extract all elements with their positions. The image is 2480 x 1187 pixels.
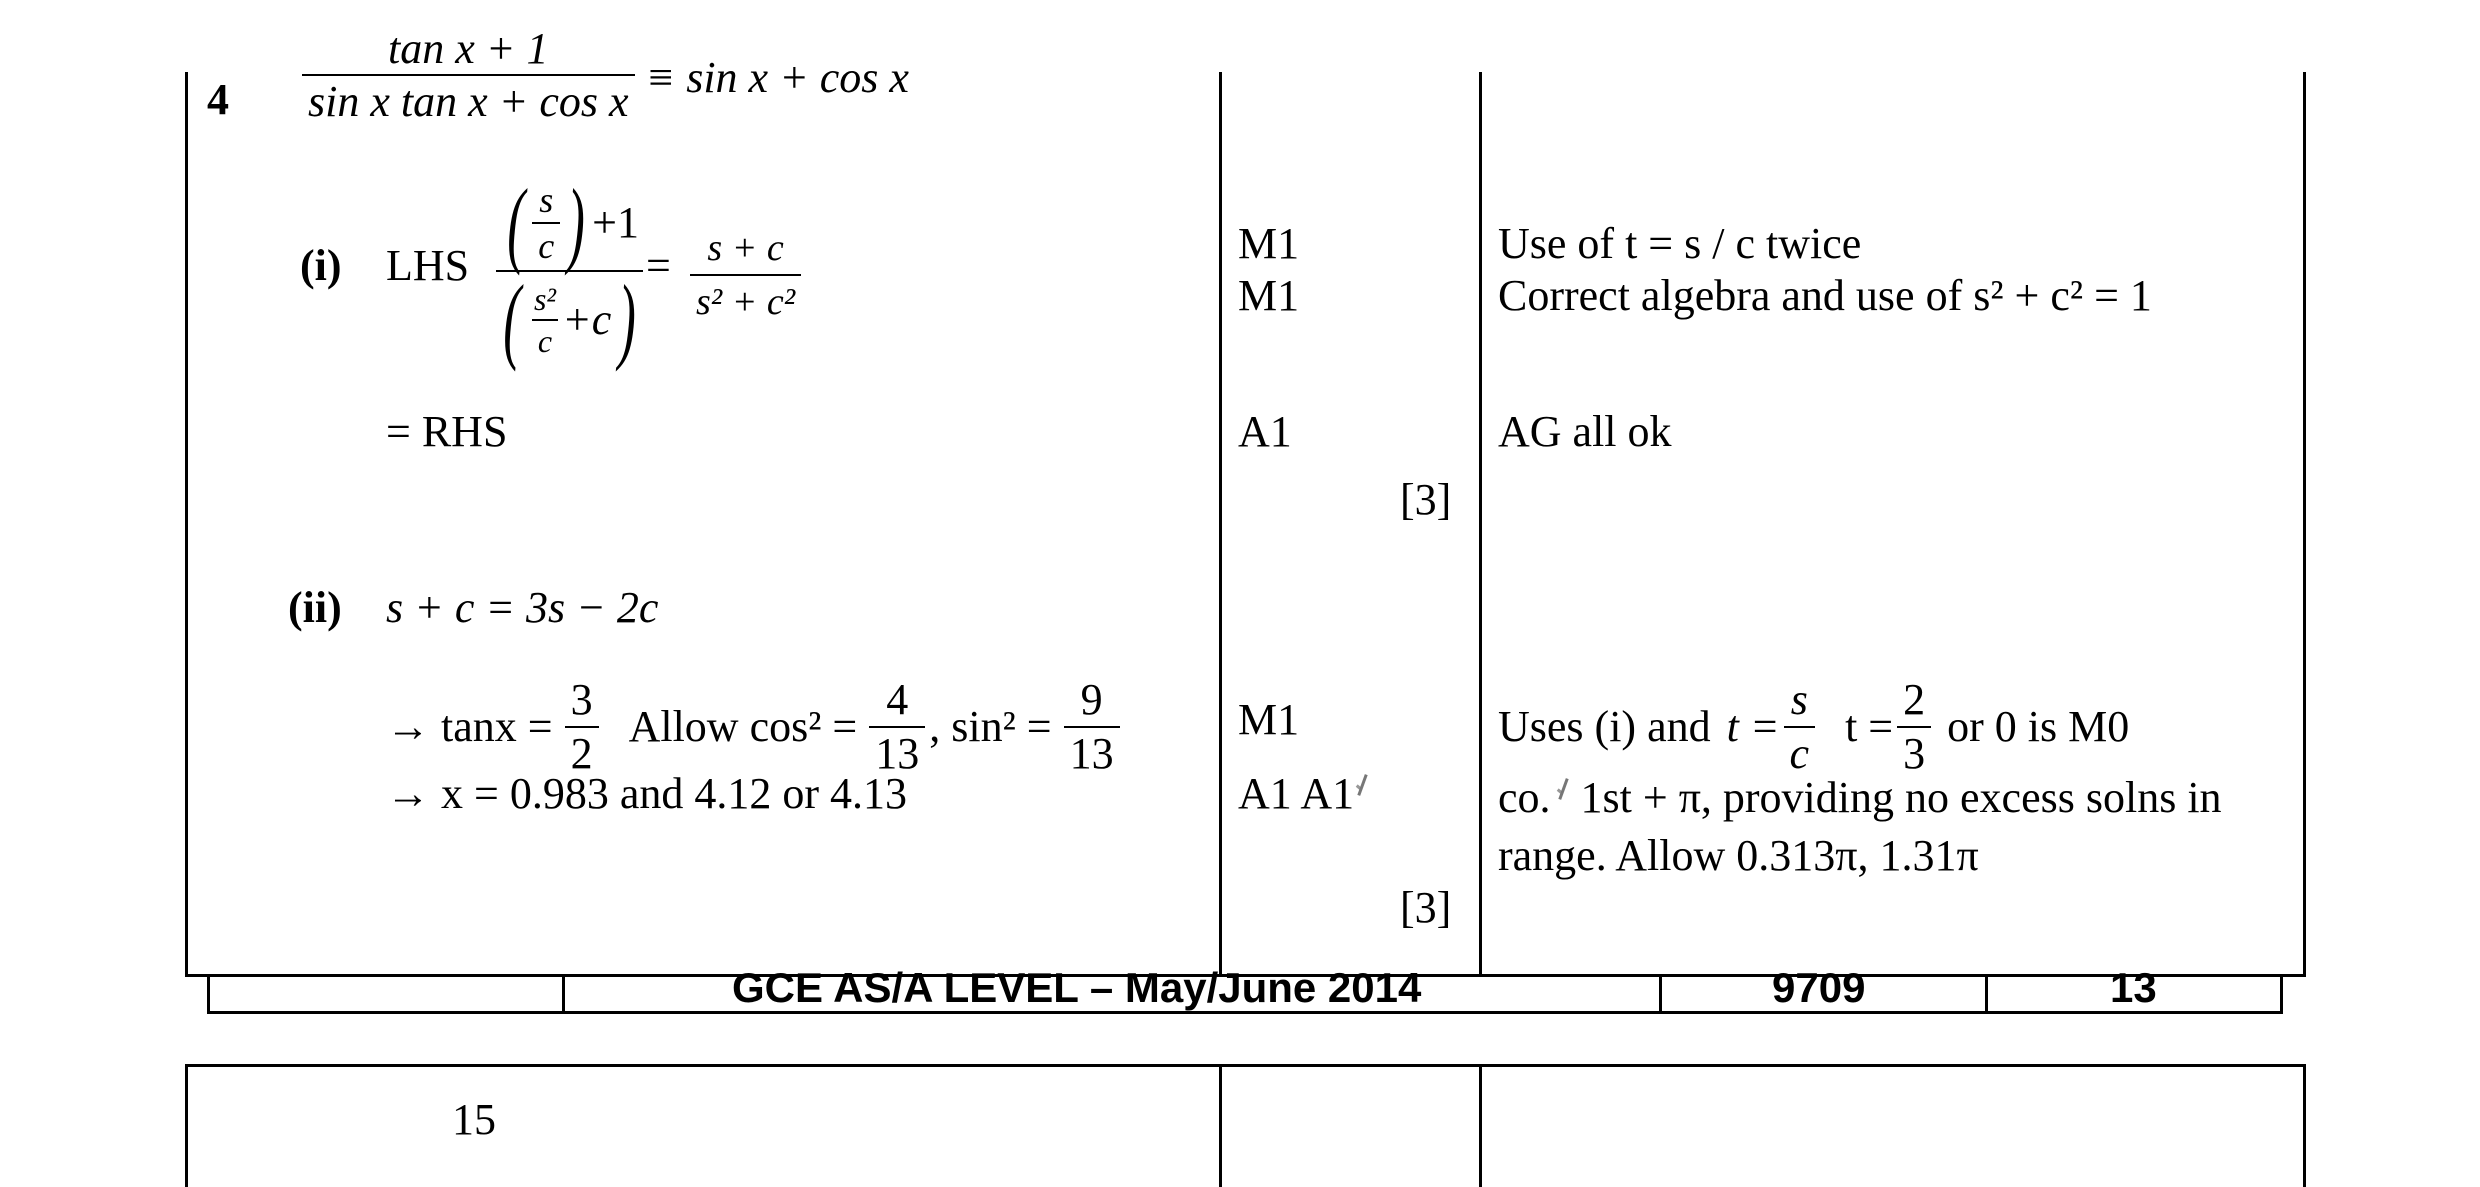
s-numerator: s	[539, 180, 554, 221]
next-table-left-border	[185, 1064, 188, 1187]
note-t2-equals: t =	[1845, 702, 1894, 751]
s2-numerator: s²	[533, 280, 557, 317]
note-two: 2	[1903, 675, 1926, 724]
result-numerator: s + c	[707, 227, 784, 269]
mark-m1-c: M1	[1238, 695, 1300, 744]
identity-numerator: tan x + 1	[388, 24, 549, 73]
note-c: c	[1784, 726, 1816, 776]
note-three: 3	[1897, 726, 1931, 776]
lhs-equals: =	[646, 241, 671, 290]
follow-through-tick-icon-2	[1555, 776, 1577, 804]
allow-cos-text: Allow cos² =	[628, 702, 858, 751]
header-strip-left	[207, 974, 210, 1014]
note-s-over-c	[1784, 675, 1816, 778]
header-strip-right	[2280, 974, 2283, 1014]
lhs-num-paren: ( $\frac{s}{c}$ )	[507, 169, 585, 276]
next-table-right-border	[2303, 1064, 2306, 1187]
note-two-thirds	[1897, 675, 1931, 778]
header-strip-div-1	[562, 974, 565, 1014]
cos-fraction	[869, 675, 925, 778]
syllabus-code: 9709	[1772, 964, 1866, 1011]
s2-over-c-fraction	[528, 280, 562, 359]
follow-through-tick-icon	[1354, 772, 1376, 800]
table-left-border	[185, 72, 188, 977]
tan-denominator: 2	[565, 726, 599, 776]
identity-fraction	[302, 24, 635, 126]
header-strip-div-3	[1985, 974, 1988, 1014]
part-ii-total: [3]	[1400, 883, 1452, 932]
sin-text: , sin² =	[929, 702, 1052, 751]
part-i-total: [3]	[1400, 475, 1452, 524]
lhs-den-paren: ( $\frac{\text{s²}}{c}$ +c )	[503, 265, 637, 373]
mark-a1-a1-label: A1 A1	[1238, 769, 1355, 818]
part-i-label: (i)	[300, 241, 342, 290]
note-co-text: 1st + π, providing no excess solns in	[1580, 773, 2222, 822]
note-correct-algebra: Correct algebra and use of s² + c² = 1	[1498, 271, 2152, 320]
table-col-divider-2	[1479, 72, 1482, 977]
mark-m1-a: M1	[1238, 219, 1300, 268]
exam-title: GCE AS/A LEVEL – May/June 2014	[732, 964, 1422, 1011]
part-ii-label: (ii)	[288, 583, 342, 632]
note-ag-all-ok: AG all ok	[1498, 407, 1672, 456]
s-over-c-fraction	[532, 180, 560, 267]
identity-statement	[302, 24, 909, 146]
sin-denominator: 13	[1064, 726, 1120, 776]
sin-fraction	[1064, 675, 1120, 778]
lhs-denominator	[496, 265, 643, 373]
sin-numerator: 9	[1080, 675, 1103, 724]
x-solution-line: → x = 0.983 and 4.12 or 4.13	[386, 769, 907, 818]
question-number: 4	[207, 75, 229, 124]
paper-number: 13	[2110, 964, 2157, 1011]
tan-fraction	[565, 675, 599, 778]
next-table-top-border	[185, 1064, 2306, 1067]
note-s: s	[1790, 675, 1808, 724]
mark-a1-a1	[1238, 769, 1376, 818]
lhs-label: LHS	[386, 241, 470, 290]
note-uses-i-prefix: Uses (i) and	[1498, 702, 1711, 751]
next-question-number: 15	[452, 1095, 496, 1144]
tan-line	[386, 675, 1120, 778]
cos-denominator: 13	[869, 726, 925, 776]
c-denominator-2: c	[532, 319, 558, 357]
identity-denominator: sin x tan x + cos x	[302, 74, 635, 124]
equation-1: s + c = 3s − 2c	[386, 583, 659, 632]
tan-prefix: → tanx =	[386, 702, 553, 751]
note-co-prefix: co.	[1498, 773, 1551, 822]
lhs-numerator	[500, 169, 639, 276]
plus-c: +c	[562, 294, 612, 344]
note-range-line: range. Allow 0.313π, 1.31π	[1498, 831, 1979, 880]
mark-a1: A1	[1238, 407, 1292, 456]
cos-numerator: 4	[886, 675, 909, 724]
table-right-border	[2303, 72, 2306, 977]
next-table-col-divider-2	[1479, 1064, 1482, 1187]
next-table-col-divider-1	[1219, 1064, 1222, 1187]
plus-one: +1	[592, 198, 639, 248]
note-or-zero: or 0 is M0	[1947, 702, 2130, 751]
lhs-fraction	[496, 169, 643, 373]
header-strip-div-2	[1659, 974, 1662, 1014]
tan-numerator: 3	[570, 675, 593, 724]
note-uses-i	[1498, 675, 2130, 778]
note-t-equals: t =	[1726, 702, 1780, 751]
result-fraction	[690, 226, 801, 324]
mark-m1-b: M1	[1238, 271, 1300, 320]
note-co-line	[1498, 773, 2222, 822]
rhs-line: = RHS	[386, 407, 508, 456]
note-use-of-t: Use of t = s / c twice	[1498, 219, 1862, 268]
result-denominator: s² + c²	[690, 274, 801, 324]
table-col-divider-1	[1219, 72, 1222, 977]
identity-rhs: ≡ sin x + cos x	[645, 53, 909, 103]
c-denominator: c	[532, 222, 560, 264]
